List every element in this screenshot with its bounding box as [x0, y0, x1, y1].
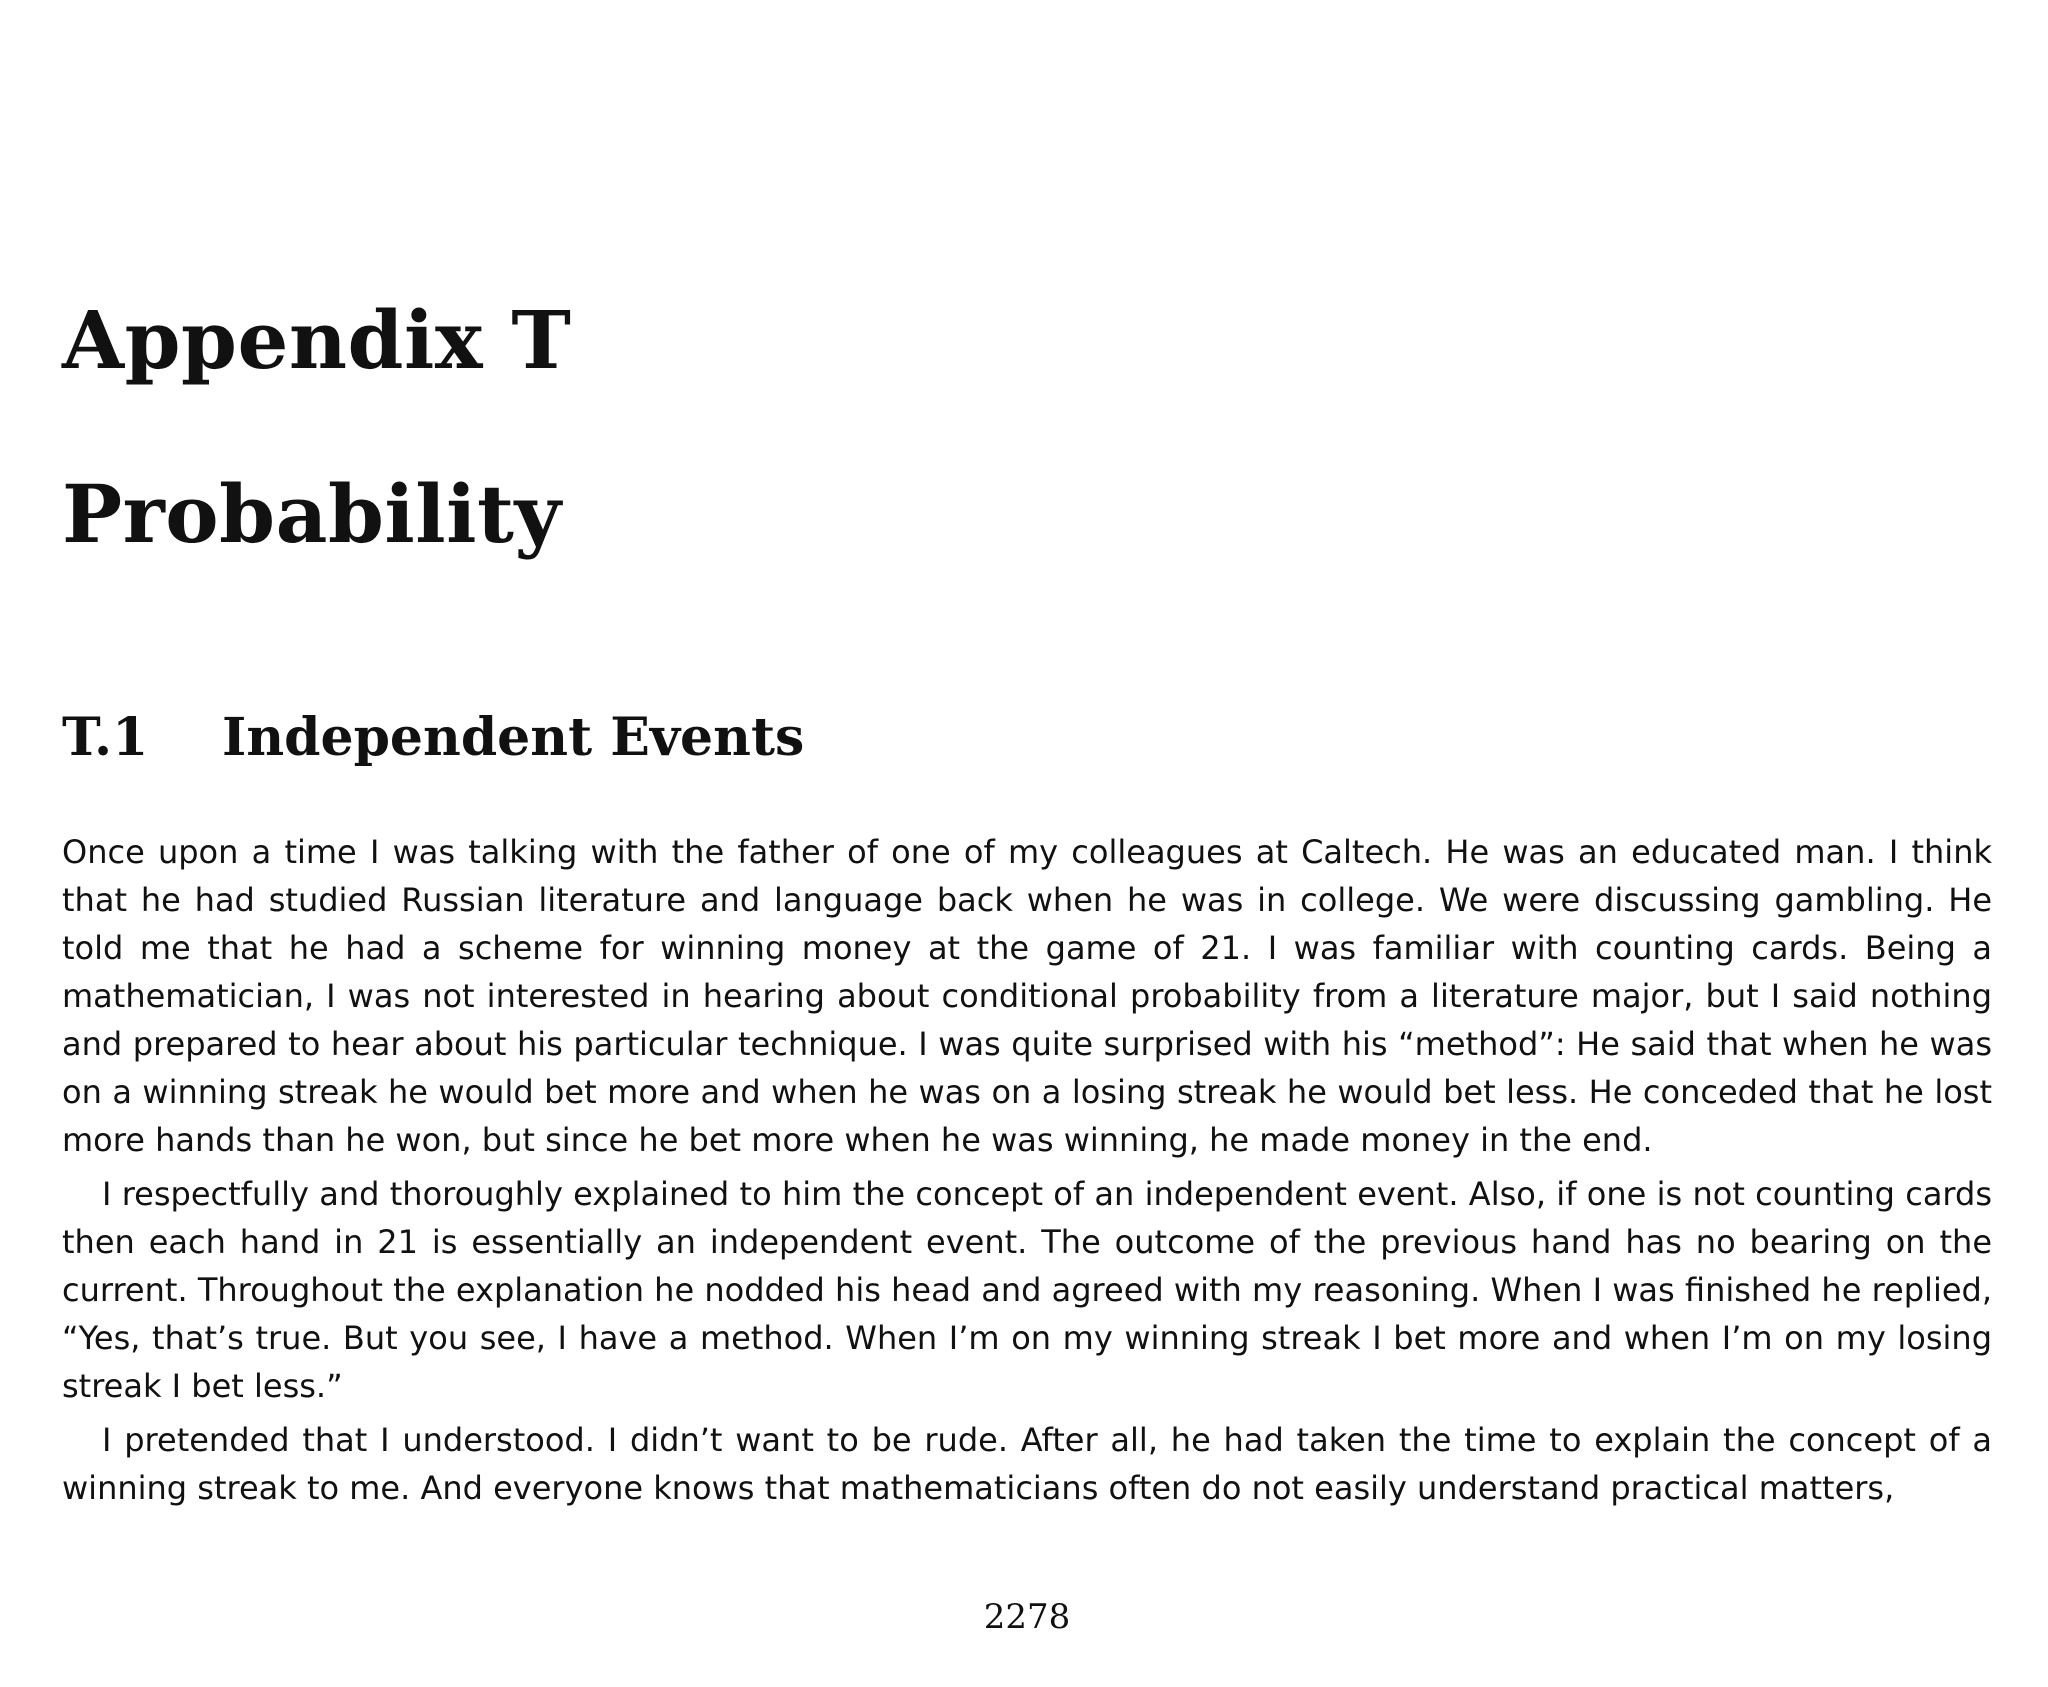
paragraph-3: I pretended that I understood. I didn’t want to be rude. After all, he had taken the time to explain the concept of a winning streak to me. And everyone knows that mathematicians often do not easily understand practical matters,	[62, 1421, 1992, 1507]
body-text	[62, 828, 1992, 1518]
appendix-label: Appendix T	[62, 293, 572, 387]
section-title: Independent Events	[222, 707, 805, 768]
section-heading	[62, 707, 805, 768]
section-number: T.1	[62, 707, 149, 768]
paragraph-1: Once upon a time I was talking with the father of one of my colleagues at Caltech. He was an educated man. I think that he had studied Russian literature and language back when he was in college. We were discussing gambling. He told me that he had a scheme for winning money at the game of 21. I was familiar with counting cards. Being a mathematician, I was not interested in hearing about conditional probability from a literature major, but I said nothing and prepared to hear about his particular technique. I was quite surprised with his “method”: He said that when he was on a winning streak he would bet more and when he was on a losing streak he would bet less. He conceded that he lost more hands than he won, but since he bet more when he was winning, he made money in the end.	[62, 833, 1992, 1159]
paragraph-2: I respectfully and thoroughly explained to him the concept of an independent event. Also, if one is not counting cards then each hand in 21 is essentially an independent event. The outcome of the previous hand has no bearing on the current. Throughout the explanation he nodded his head and agreed with my reasoning. When I was finished he replied, “Yes, that’s true. But you see, I have a method. When I’m on my winning streak I bet more and when I’m on my losing streak I bet less.”	[62, 1175, 1992, 1405]
page-number: 2278	[983, 1597, 1071, 1637]
document-page	[62, 0, 1992, 1687]
appendix-title: Probability	[62, 467, 562, 561]
